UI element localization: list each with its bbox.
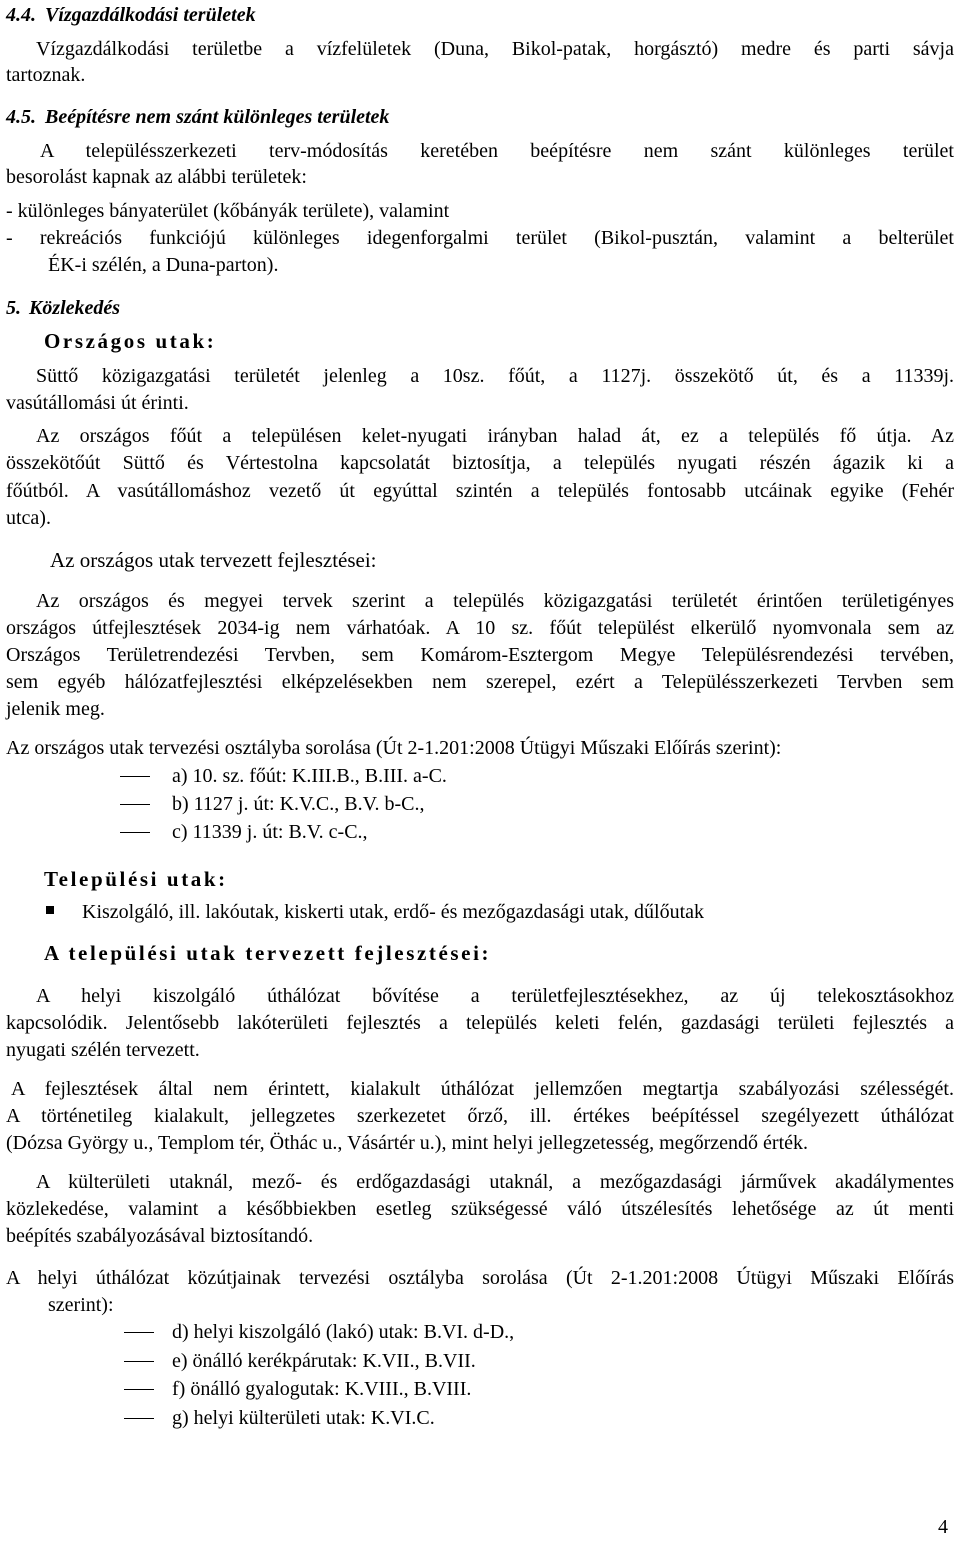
paragraph-line: A településszerkezeti terv-módosítás keretében beépítésre nem szánt különleges terület (40, 140, 954, 162)
paragraph-line: A külterületi utaknál, mező- és erdőgazdasági utaknál, a mezőgazdasági járművek akadálymentes (36, 1171, 954, 1193)
list-item: a) 10. sz. főút: K.III.B., B.III. a-C. (172, 765, 447, 787)
paragraph-line: A történetileg kialakult, jellegzetes szerkezetet őrző, ill. értékes beépítéssel szegélyezett úthálózat (6, 1105, 954, 1127)
paragraph-line: vasútállomási út érinti. (6, 392, 189, 414)
paragraph-line: nyugati szélén tervezett. (6, 1039, 200, 1061)
list-item: - rekreációs funkciójú különleges idegenforgalmi terület (Bikol-pusztán, valamint a belterület (6, 227, 954, 249)
list-item-continuation: ÉK-i szélén, a Duna-parton). (48, 254, 279, 276)
subheading-orszagos-fejlesztesek: Az országos utak tervezett fejlesztései: (50, 548, 377, 572)
list-item: b) 1127 j. út: K.V.C., B.V. b-C., (172, 793, 425, 815)
paragraph-line: A helyi kiszolgáló úthálózat bővítése a területfejlesztésekhez, az új telekosztásokhoz (36, 985, 954, 1007)
list-item: g) helyi külterületi utak: K.VI.C. (172, 1407, 435, 1429)
subheading-telepulesi-utak: Települési utak: (44, 867, 228, 891)
section-heading-4-5 (6, 104, 389, 130)
heading-title: Közlekedés (29, 297, 121, 319)
dash-bullet (124, 1389, 154, 1390)
paragraph-line: összekötőút Süttő és Vértestolna kapcsolatát biztosítja, a település nyugati részén ágazik ki a (6, 452, 954, 474)
heading-number: 4.4. (6, 4, 36, 26)
paragraph-line: Az országos főút a településen kelet-nyugati irányban halad át, ez a település fő útja. Az (36, 425, 954, 447)
paragraph-line: Az országos és megyei tervek szerint a település közigazgatási területét érintően területigényes (36, 590, 954, 612)
list-item: d) helyi kiszolgáló (lakó) utak: B.VI. d-D., (172, 1321, 515, 1343)
paragraph-line: országos útfejlesztések 2034-ig nem várhatóak. A 10 sz. főút települést elkerülő nyomvonala sem az (6, 617, 954, 639)
section-heading-5 (6, 295, 120, 321)
dash-bullet (120, 776, 150, 777)
paragraph-line: A fejlesztések által nem érintett, kialakult úthálózat jellemzően megtartja szabályozási szélességét. (11, 1078, 954, 1100)
heading-number: 5. (6, 297, 21, 319)
list-item: Kiszolgáló, ill. lakóutak, kiskerti utak, erdő- és mezőgazdasági utak, dűlőutak (82, 901, 705, 923)
heading-title: Beépítésre nem szánt különleges területek (45, 106, 390, 128)
dash-bullet (120, 832, 150, 833)
dash-bullet (124, 1418, 154, 1419)
page-number: 4 (938, 1516, 948, 1538)
paragraph-line: A helyi úthálózat közútjainak tervezési osztályba sorolása (Út 2-1.201:2008 Útügyi Műszaki Előírás (6, 1267, 954, 1289)
paragraph-line: Vízgazdálkodási területbe a vízfelületek (Duna, Bikol-patak, horgásztó) medre és parti sávja (36, 38, 954, 60)
paragraph-line: utca). (6, 507, 51, 529)
subheading-orszagos-utak: Országos utak: (44, 329, 217, 353)
subheading-telepulesi-fejlesztesek: A települési utak tervezett fejlesztései: (44, 941, 492, 965)
dash-bullet (120, 804, 150, 805)
paragraph-line: beépítés szabályozásával biztosítandó. (6, 1225, 314, 1247)
paragraph-line: (Dózsa György u., Templom tér, Öthác u., Vásártér u.), mint helyi jellegzetesség, megőrzendő érték. (6, 1132, 809, 1154)
paragraph-line: Országos Területrendezési Tervben, sem Komárom-Esztergom Megye Településrendezési tervében, (6, 644, 954, 666)
dash-bullet (124, 1361, 154, 1362)
list-item: - különleges bányaterület (kőbányák területe), valamint (6, 200, 450, 222)
heading-number: 4.5. (6, 106, 36, 128)
paragraph-line: jelenik meg. (6, 698, 105, 720)
list-item: f) önálló gyalogutak: K.VIII., B.VIII. (172, 1378, 472, 1400)
heading-title: Vízgazdálkodási területek (45, 4, 256, 26)
list-item: e) önálló kerékpárutak: K.VII., B.VII. (172, 1350, 476, 1372)
dash-bullet (124, 1332, 154, 1333)
list-item: c) 11339 j. út: B.V. c-C., (172, 821, 368, 843)
paragraph-line: sem egyéb hálózatfejlesztési elképzelésekben nem szerepel, ezért a Településszerkezeti Tervben sem (6, 671, 954, 693)
paragraph-line: kapcsolódik. Jelentősebb lakóterületi fejlesztés a település keleti felén, gazdasági területi fejlesztés a (6, 1012, 954, 1034)
square-bullet-icon (46, 906, 54, 914)
paragraph-line: tartoznak. (6, 64, 86, 86)
section-heading-4-4 (6, 2, 256, 28)
paragraph-line: Süttő közigazgatási területét jelenleg a 10sz. főút, a 1127j. összekötő út, és a 11339j. (36, 365, 954, 387)
paragraph-line: besorolást kapnak az alábbi területek: (6, 166, 307, 188)
paragraph-line: közlekedése, valamint a későbbiekben esetleg szükségessé váló útszélesítés lehetősége az út menti (6, 1198, 954, 1220)
paragraph-line: szerint): (48, 1294, 114, 1316)
paragraph-line: Az országos utak tervezési osztályba sorolása (Út 2-1.201:2008 Útügyi Műszaki Előírás szerint): (6, 737, 782, 759)
paragraph-line: főútból. A vasútállomáshoz vezető út egyúttal szintén a település fontosabb utcáinak egyike (Fehér (6, 480, 954, 502)
